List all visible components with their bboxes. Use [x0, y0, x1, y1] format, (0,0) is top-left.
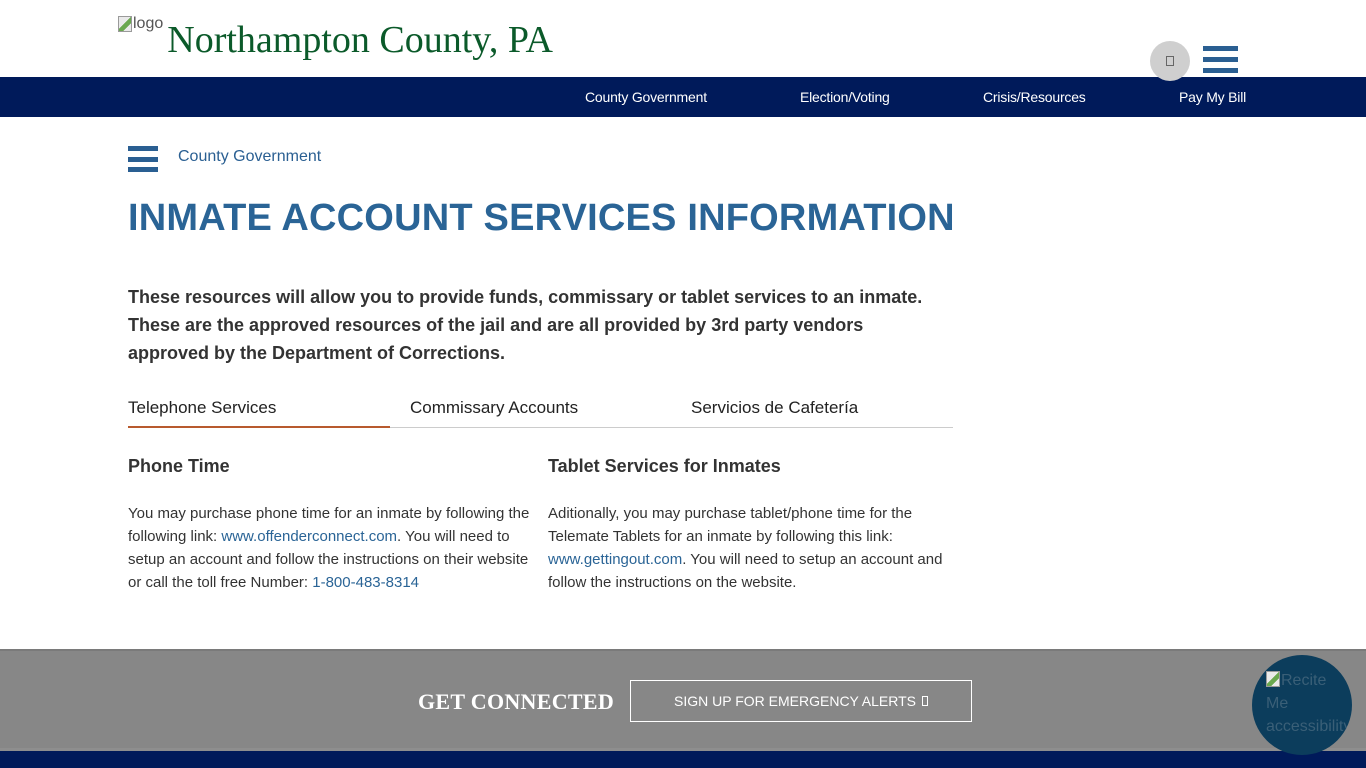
nav-election-voting[interactable]: Election/Voting — [800, 89, 890, 105]
logo-image — [118, 15, 163, 33]
hamburger-menu-icon-bar — [128, 146, 158, 151]
hamburger-menu-icon-bar — [1203, 46, 1238, 51]
search-icon — [1166, 56, 1174, 66]
breadcrumb-county-government[interactable]: County Government — [178, 148, 322, 165]
tab-bar — [128, 396, 953, 428]
tab-telephone-services[interactable]: Telephone Services — [128, 398, 390, 428]
nav-crisis-resources[interactable]: Crisis/Resources — [983, 89, 1086, 105]
tab-servicios-de-cafeteria[interactable]: Servicios de Cafetería — [691, 398, 859, 417]
main-menu-button[interactable] — [1203, 46, 1238, 73]
reciteme-accessibility-button[interactable]: Recite Me accessibility — [1252, 655, 1352, 755]
top-navigation — [0, 77, 1366, 117]
hamburger-menu-icon-bar — [128, 167, 158, 172]
section-menu-button[interactable] — [128, 146, 158, 172]
hamburger-menu-icon-bar — [1203, 57, 1238, 62]
section-body: Aditionally, you may purchase tablet/phone time for the Telemate Tablets for an inmate by following this link: www.gettingout.com. You will need to setup an account and follow the instructions on the website. — [548, 505, 943, 591]
gettingout-link[interactable]: www.gettingout.com — [548, 551, 683, 568]
get-connected-footer — [0, 649, 1366, 751]
broken-image-icon — [118, 16, 132, 32]
hamburger-menu-icon-bar — [1203, 68, 1238, 73]
search-button[interactable] — [1150, 41, 1190, 81]
phone-number-link[interactable]: 1-800-483-8314 — [312, 574, 420, 591]
phone-time-section — [128, 456, 538, 594]
tab-commissary-accounts[interactable]: Commissary Accounts — [410, 398, 579, 417]
section-body: You may purchase phone time for an inmate by following the following link: www.offenderconnect.com. You will need to setup an account and follow the instructions on their website or call the toll free Number: 1-800-483-8314 — [128, 505, 530, 591]
footer-bar — [0, 751, 1366, 768]
emergency-alerts-button[interactable]: SIGN UP FOR EMERGENCY ALERTS — [630, 680, 972, 722]
nav-pay-my-bill[interactable]: Pay My Bill — [1179, 89, 1247, 105]
section-heading: Phone Time — [128, 456, 230, 476]
external-link-icon — [922, 696, 928, 706]
offenderconnect-link[interactable]: www.offenderconnect.com — [221, 528, 398, 545]
intro-text: These resources will allow you to provide funds, commissary or tablet services to an inmate. These are the approved resources of the jail and are all provided by 3rd party vendors approved by the Department of Corrections. — [128, 287, 923, 363]
hamburger-menu-icon-bar — [128, 157, 158, 162]
tablet-services-section — [548, 456, 943, 594]
logo-alt-text: logo — [133, 15, 164, 32]
home-logo-link[interactable] — [118, 14, 553, 59]
section-heading: Tablet Services for Inmates — [548, 456, 781, 476]
site-header — [0, 0, 1366, 77]
get-connected-heading: GET CONNECTED — [418, 689, 615, 714]
page-title: INMATE ACCOUNT SERVICES INFORMATION — [128, 197, 955, 239]
site-title[interactable]: Northampton County, PA — [167, 19, 553, 61]
broken-image-icon — [1266, 671, 1280, 687]
nav-county-government[interactable]: County Government — [585, 89, 707, 105]
